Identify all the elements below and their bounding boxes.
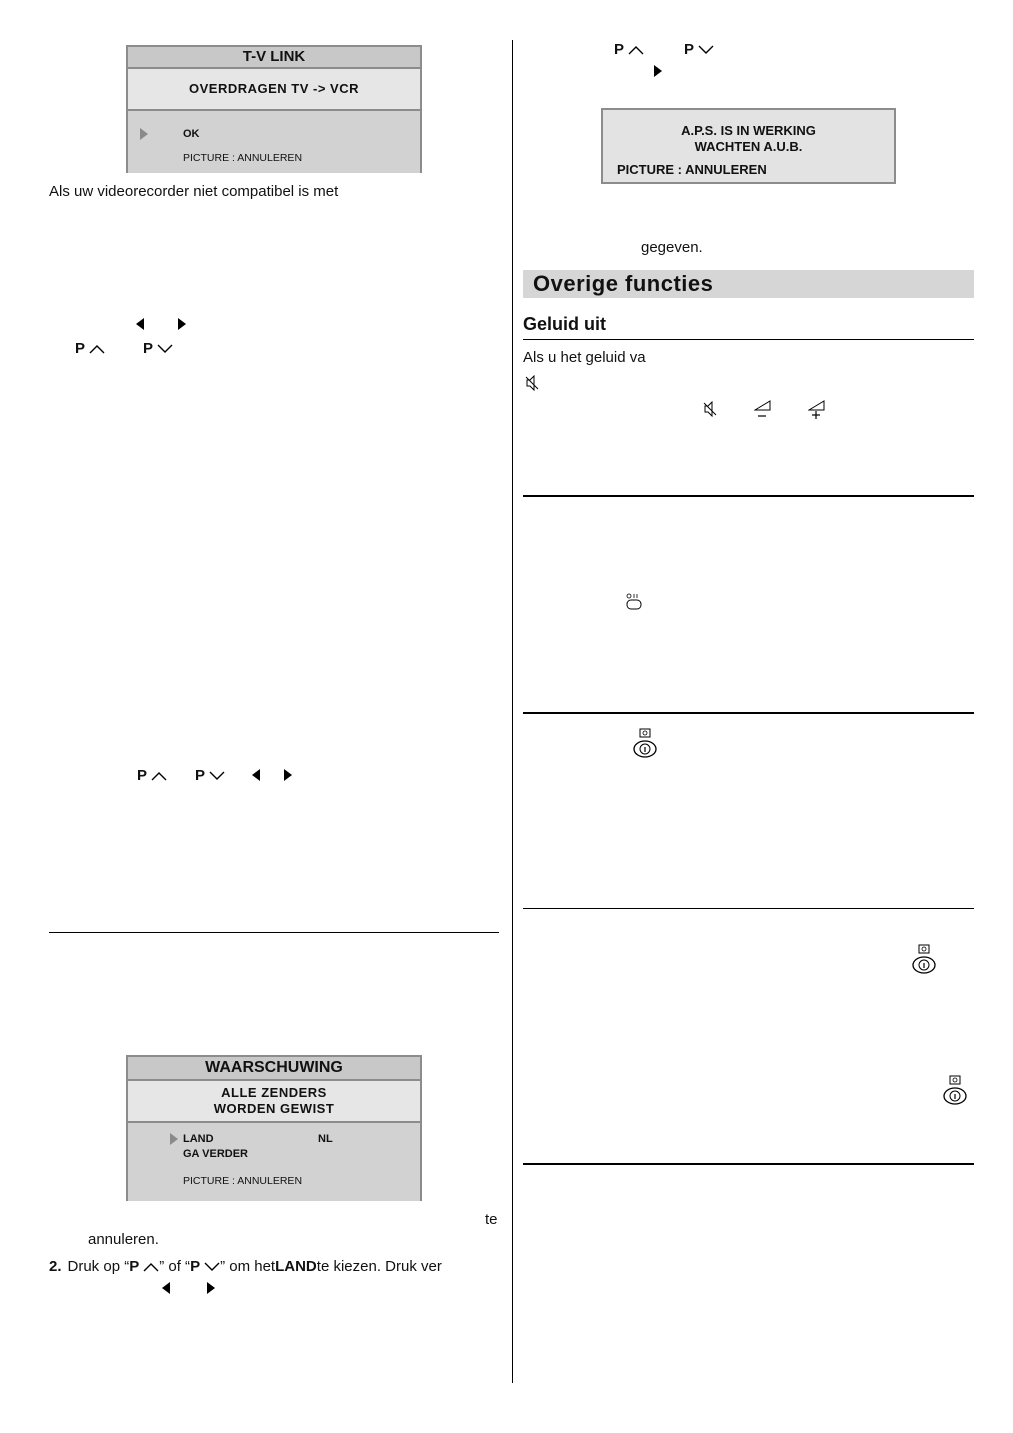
warning-line-2: WORDEN GEWIST bbox=[213, 1101, 335, 1116]
chevron-up-icon bbox=[89, 344, 105, 354]
warning-title: WAARSCHUWING bbox=[128, 1057, 420, 1081]
mute-icon bbox=[525, 375, 539, 391]
rule-3 bbox=[523, 908, 974, 909]
tvlink-title: T-V LINK bbox=[128, 47, 420, 69]
mute-icon bbox=[703, 401, 717, 417]
aps-line-2: WACHTEN A.U.B. bbox=[694, 139, 803, 154]
section-heading bbox=[523, 270, 974, 298]
warning-line-1: ALLE ZENDERS bbox=[221, 1085, 327, 1100]
p-label: P bbox=[129, 1258, 140, 1275]
chevron-down-icon bbox=[209, 771, 225, 781]
warning-cancel-hint: PICTURE : ANNULEREN bbox=[183, 1175, 303, 1187]
warning-message bbox=[128, 1081, 420, 1123]
column-divider bbox=[512, 40, 513, 1383]
proceed-option[interactable]: GA VERDER bbox=[183, 1148, 248, 1160]
chevron-up-icon bbox=[151, 771, 167, 781]
program-keys-2 bbox=[137, 767, 307, 787]
p-label: P bbox=[684, 41, 695, 58]
step-text-1: Druk op “ bbox=[67, 1258, 130, 1275]
info-button-icon bbox=[632, 728, 658, 758]
tvlink-osd-box bbox=[126, 45, 422, 173]
rule-4 bbox=[523, 1163, 974, 1165]
p-label: P bbox=[195, 767, 206, 784]
step-land: LAND bbox=[275, 1258, 317, 1275]
land-value[interactable]: NL bbox=[318, 1133, 333, 1145]
left-section-rule bbox=[49, 932, 499, 933]
subheading-rule bbox=[523, 339, 974, 340]
step-text-2: ” of “ bbox=[159, 1258, 191, 1275]
arrow-left-icon bbox=[252, 769, 260, 781]
text-gegeven: gegeven. bbox=[641, 239, 703, 256]
aps-cancel-hint: PICTURE : ANNULEREN bbox=[617, 162, 767, 177]
arrow-left-icon bbox=[136, 318, 144, 330]
chevron-up-icon bbox=[143, 1262, 159, 1272]
chevron-down-icon bbox=[204, 1262, 220, 1272]
arrow-right-icon bbox=[654, 65, 662, 77]
tvlink-options bbox=[128, 111, 420, 173]
land-label[interactable]: LAND bbox=[183, 1133, 214, 1145]
subheading-mute: Geluid uit bbox=[523, 314, 606, 334]
text-te: te bbox=[485, 1211, 498, 1228]
arrow-right-icon bbox=[178, 318, 186, 330]
chevron-down-icon bbox=[698, 45, 714, 55]
step-number: 2. bbox=[49, 1258, 62, 1275]
program-keys-1 bbox=[75, 340, 195, 360]
compat-paragraph: Als uw videorecorder niet compatibel is met bbox=[49, 183, 339, 200]
section-title: Overige functies bbox=[533, 271, 714, 296]
tvlink-ok-option[interactable]: OK bbox=[183, 128, 200, 140]
rule-2 bbox=[523, 712, 974, 714]
mute-paragraph: Als u het geluid va bbox=[523, 349, 646, 366]
p-label: P bbox=[614, 41, 625, 58]
info-button-icon bbox=[911, 944, 937, 974]
p-label: P bbox=[137, 767, 148, 784]
tvlink-message: OVERDRAGEN TV -> VCR bbox=[128, 69, 420, 111]
p-label: P bbox=[143, 340, 154, 357]
p-label: P bbox=[190, 1258, 201, 1275]
arrow-left-icon bbox=[162, 1282, 170, 1294]
warning-options bbox=[128, 1123, 420, 1201]
step-2 bbox=[49, 1258, 442, 1275]
selection-arrow-icon bbox=[140, 128, 148, 140]
chevron-up-icon bbox=[628, 45, 644, 55]
text-annuleren: annuleren. bbox=[88, 1231, 159, 1248]
selection-arrow-icon bbox=[170, 1133, 178, 1145]
standby-icon bbox=[625, 593, 645, 611]
rule-1 bbox=[523, 495, 974, 497]
step-text-4: te kiezen. Druk ver bbox=[316, 1258, 442, 1275]
arrow-right-icon bbox=[207, 1282, 215, 1294]
p-label: P bbox=[75, 340, 86, 357]
arrow-right-icon bbox=[284, 769, 292, 781]
warning-osd-box bbox=[126, 1055, 422, 1201]
aps-line-1: A.P.S. IS IN WERKING bbox=[681, 123, 816, 138]
aps-osd-box bbox=[601, 108, 896, 184]
info-button-icon bbox=[942, 1075, 968, 1105]
volume-up-icon bbox=[808, 400, 826, 420]
program-keys-right bbox=[614, 41, 734, 81]
chevron-down-icon bbox=[157, 344, 173, 354]
step-text-3: ” om het bbox=[220, 1258, 276, 1275]
tvlink-cancel-hint: PICTURE : ANNULEREN bbox=[183, 152, 303, 164]
volume-down-icon bbox=[754, 400, 772, 420]
